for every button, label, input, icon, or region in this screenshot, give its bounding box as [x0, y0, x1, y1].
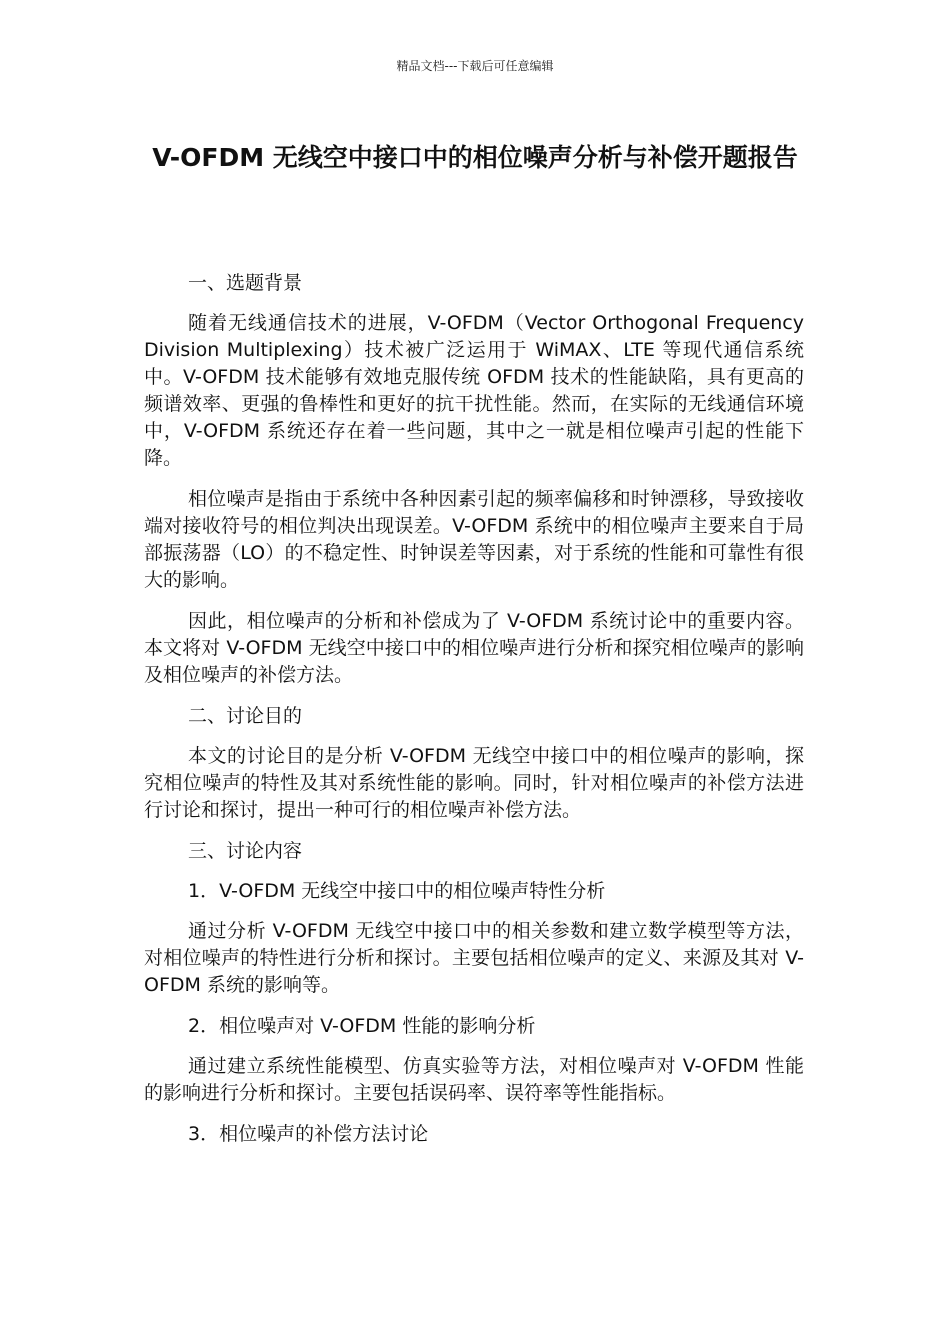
paragraph-background-3: 因此，相位噪声的分析和补偿成为了 V-OFDM 系统讨论中的重要内容。本文将对 V-OFDM 无线空中接口中的相位噪声进行分析和探究相位噪声的影响及相位噪声的补偿方法。	[144, 610, 804, 686]
subsection-heading-3: 3．相位噪声的补偿方法讨论	[188, 1123, 429, 1145]
page-header: 精品文档---下载后可任意编辑	[396, 59, 554, 73]
document-body	[144, 270, 804, 1161]
paragraph-subsection-1: 通过分析 V-OFDM 无线空中接口中的相关参数和建立数学模型等方法，对相位噪声的特性进行分析和探讨。主要包括相位噪声的定义、来源及其对 V-OFDM 系统的影响等。	[144, 920, 804, 996]
section-heading-content: 三、讨论内容	[188, 840, 303, 862]
paragraph-purpose: 本文的讨论目的是分析 V-OFDM 无线空中接口中的相位噪声的影响，探究相位噪声的特性及其对系统性能的影响。同时，针对相位噪声的补偿方法进行讨论和探讨，提出一种可行的相位噪声补偿方法。	[144, 745, 804, 821]
section-heading-purpose: 二、讨论目的	[188, 705, 303, 727]
subsection-heading-2: 2．相位噪声对 V-OFDM 性能的影响分析	[188, 1015, 536, 1037]
section-heading-background: 一、选题背景	[188, 272, 303, 294]
paragraph-background-1: 随着无线通信技术的进展，V-OFDM（Vector Orthogonal Frequency Division Multiplexing）技术被广泛运用于 WiMAX、LTE 等现代通信系统中。V-OFDM 技术能够有效地克服传统 OFDM 技术的性能缺陷，具有更高的频谱效率、更强的鲁棒性和更好的抗干扰性能。然而，在实际的无线通信环境中，V-OFDM 系统还存在着一些问题，其中之一就是相位噪声引起的性能下降。	[144, 312, 804, 469]
paragraph-background-2: 相位噪声是指由于系统中各种因素引起的频率偏移和时钟漂移，导致接收端对接收符号的相位判决出现误差。V-OFDM 系统中的相位噪声主要来自于局部振荡器（LO）的不稳定性、时钟误差等因素，对于系统的性能和可靠性有很大的影响。	[144, 488, 804, 591]
document-title: V-OFDM 无线空中接口中的相位噪声分析与补偿开题报告	[152, 143, 798, 172]
subsection-heading-1: 1．V-OFDM 无线空中接口中的相位噪声特性分析	[188, 880, 606, 902]
paragraph-subsection-2: 通过建立系统性能模型、仿真实验等方法，对相位噪声对 V-OFDM 性能的影响进行分析和探讨。主要包括误码率、误符率等性能指标。	[144, 1055, 804, 1104]
